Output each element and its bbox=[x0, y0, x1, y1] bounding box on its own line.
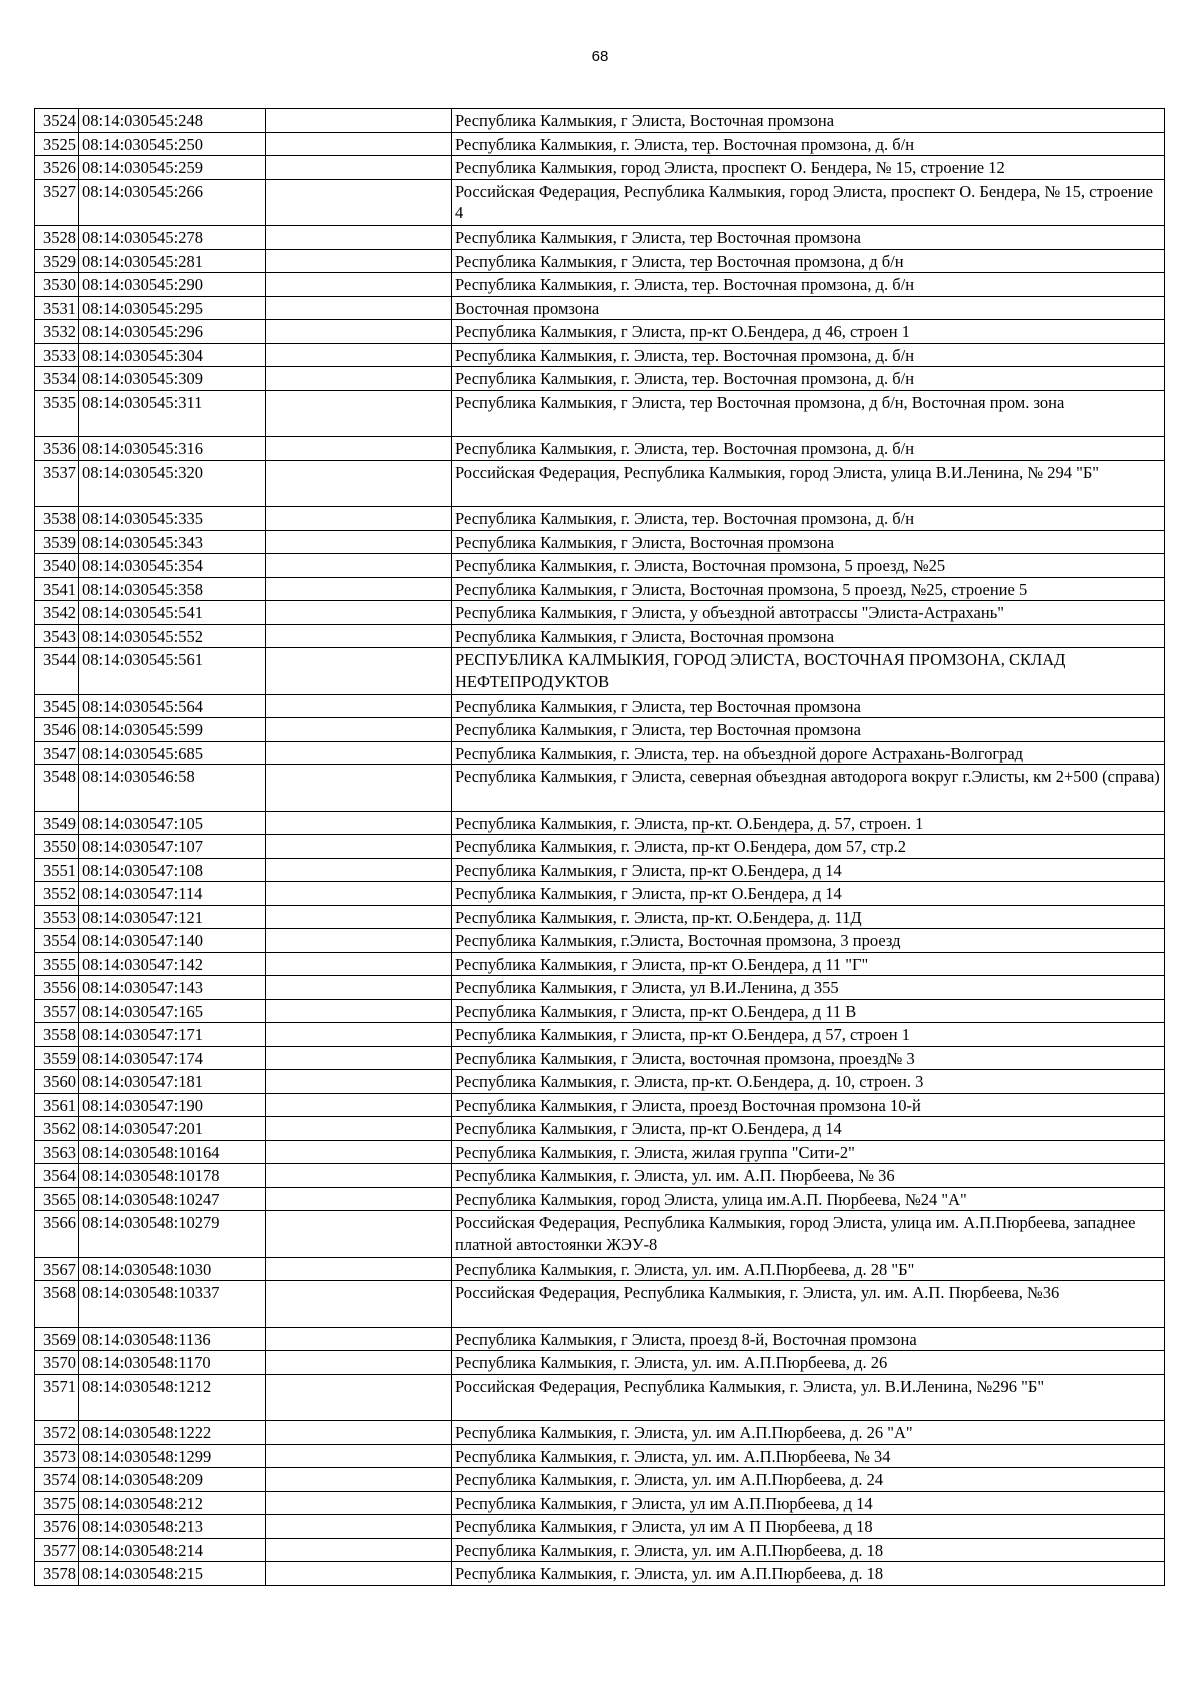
table-row bbox=[35, 1327, 1165, 1351]
table-row bbox=[35, 1070, 1165, 1094]
row-number-cell: 3554 bbox=[35, 929, 79, 953]
row-number-cell: 3567 bbox=[35, 1257, 79, 1281]
row-number-cell: 3555 bbox=[35, 952, 79, 976]
row-number-cell: 3526 bbox=[35, 156, 79, 180]
empty-cell bbox=[266, 1046, 452, 1070]
row-number-cell: 3569 bbox=[35, 1327, 79, 1351]
cadastral-number-cell: 08:14:030545:354 bbox=[79, 554, 266, 578]
address-cell: Республика Калмыкия, г. Элиста, пр-кт О.Бендера, дом 57, стр.2 bbox=[452, 835, 1165, 859]
empty-cell bbox=[266, 1444, 452, 1468]
address-cell: Республика Калмыкия, город Элиста, улица им.А.П. Пюрбеева, №24 "А" bbox=[452, 1187, 1165, 1211]
cadastral-number-cell: 08:14:030545:266 bbox=[79, 179, 266, 226]
address-cell: Республика Калмыкия, г Элиста, проезд 8-й, Восточная промзона bbox=[452, 1327, 1165, 1351]
empty-cell bbox=[266, 858, 452, 882]
table-row bbox=[35, 1374, 1165, 1421]
row-number-cell: 3570 bbox=[35, 1351, 79, 1375]
empty-cell bbox=[266, 1327, 452, 1351]
cadastral-number-cell: 08:14:030547:143 bbox=[79, 976, 266, 1000]
empty-cell bbox=[266, 694, 452, 718]
address-cell: Республика Калмыкия, г. Элиста, пр-кт. О.Бендера, д. 57, строен. 1 bbox=[452, 811, 1165, 835]
row-number-cell: 3545 bbox=[35, 694, 79, 718]
empty-cell bbox=[266, 811, 452, 835]
address-cell: Республика Калмыкия, г. Элиста, ул. им А.П.Пюрбеева, д. 18 bbox=[452, 1538, 1165, 1562]
table-row bbox=[35, 296, 1165, 320]
address-cell: Республика Калмыкия, г. Элиста, пр-кт. О.Бендера, д. 11Д bbox=[452, 905, 1165, 929]
address-cell: Республика Калмыкия, г Элиста, пр-кт О.Бендера, д 14 bbox=[452, 858, 1165, 882]
row-number-cell: 3564 bbox=[35, 1164, 79, 1188]
cadastral-number-cell: 08:14:030548:1136 bbox=[79, 1327, 266, 1351]
table-row bbox=[35, 577, 1165, 601]
cadastral-number-cell: 08:14:030545:309 bbox=[79, 367, 266, 391]
row-number-cell: 3536 bbox=[35, 437, 79, 461]
table-row bbox=[35, 999, 1165, 1023]
address-cell: Республика Калмыкия, г. Элиста, ул. им. А.П.Пюрбеева, д. 26 bbox=[452, 1351, 1165, 1375]
registry-table bbox=[34, 108, 1165, 1586]
address-cell: Республика Калмыкия, г. Элиста, ул. им А.П.Пюрбеева, д. 26 "А" bbox=[452, 1421, 1165, 1445]
empty-cell bbox=[266, 179, 452, 226]
row-number-cell: 3575 bbox=[35, 1491, 79, 1515]
empty-cell bbox=[266, 1211, 452, 1258]
row-number-cell: 3549 bbox=[35, 811, 79, 835]
cadastral-number-cell: 08:14:030547:165 bbox=[79, 999, 266, 1023]
empty-cell bbox=[266, 296, 452, 320]
cadastral-number-cell: 08:14:030548:10178 bbox=[79, 1164, 266, 1188]
table-row bbox=[35, 1351, 1165, 1375]
empty-cell bbox=[266, 648, 452, 695]
table-row bbox=[35, 976, 1165, 1000]
cadastral-number-cell: 08:14:030547:105 bbox=[79, 811, 266, 835]
address-cell: Республика Калмыкия, г. Элиста, тер. Восточная промзона, д. б/н bbox=[452, 507, 1165, 531]
empty-cell bbox=[266, 1281, 452, 1328]
row-number-cell: 3552 bbox=[35, 882, 79, 906]
cadastral-number-cell: 08:14:030545:248 bbox=[79, 109, 266, 133]
empty-cell bbox=[266, 952, 452, 976]
empty-cell bbox=[266, 999, 452, 1023]
empty-cell bbox=[266, 929, 452, 953]
cadastral-number-cell: 08:14:030545:564 bbox=[79, 694, 266, 718]
address-cell: Республика Калмыкия, г Элиста, пр-кт О.Бендера, д 11 В bbox=[452, 999, 1165, 1023]
cadastral-number-cell: 08:14:030548:1299 bbox=[79, 1444, 266, 1468]
row-number-cell: 3537 bbox=[35, 460, 79, 507]
empty-cell bbox=[266, 905, 452, 929]
cadastral-number-cell: 08:14:030547:108 bbox=[79, 858, 266, 882]
table-row bbox=[35, 601, 1165, 625]
table-row bbox=[35, 179, 1165, 226]
address-cell: Республика Калмыкия, город Элиста, проспект О. Бендера, № 15, строение 12 bbox=[452, 156, 1165, 180]
cadastral-number-cell: 08:14:030547:114 bbox=[79, 882, 266, 906]
address-cell: Республика Калмыкия, г Элиста, ул им А П Пюрбеева, д 18 bbox=[452, 1515, 1165, 1539]
cadastral-number-cell: 08:14:030545:343 bbox=[79, 530, 266, 554]
address-cell: Республика Калмыкия, г Элиста, ул В.И.Ленина, д 355 bbox=[452, 976, 1165, 1000]
row-number-cell: 3525 bbox=[35, 132, 79, 156]
cadastral-number-cell: 08:14:030548:10337 bbox=[79, 1281, 266, 1328]
address-cell: РЕСПУБЛИКА КАЛМЫКИЯ, ГОРОД ЭЛИСТА, ВОСТОЧНАЯ ПРОМЗОНА, СКЛАД НЕФТЕПРОДУКТОВ bbox=[452, 648, 1165, 695]
empty-cell bbox=[266, 1374, 452, 1421]
address-cell: Республика Калмыкия, г. Элиста, пр-кт. О.Бендера, д. 10, строен. 3 bbox=[452, 1070, 1165, 1094]
empty-cell bbox=[266, 530, 452, 554]
address-cell: Российская Федерация, Республика Калмыкия, город Элиста, улица В.И.Ленина, № 294 "Б" bbox=[452, 460, 1165, 507]
address-cell: Республика Калмыкия, г. Элиста, тер. на объездной дороге Астрахань-Волгоград bbox=[452, 741, 1165, 765]
table-row bbox=[35, 858, 1165, 882]
empty-cell bbox=[266, 320, 452, 344]
table-row bbox=[35, 952, 1165, 976]
table-row bbox=[35, 530, 1165, 554]
row-number-cell: 3559 bbox=[35, 1046, 79, 1070]
row-number-cell: 3557 bbox=[35, 999, 79, 1023]
row-number-cell: 3573 bbox=[35, 1444, 79, 1468]
address-cell: Республика Калмыкия, г. Элиста, тер. Восточная промзона, д. б/н bbox=[452, 343, 1165, 367]
row-number-cell: 3572 bbox=[35, 1421, 79, 1445]
page-number: 68 bbox=[591, 48, 609, 65]
address-cell: Республика Калмыкия, г.Элиста, Восточная промзона, 3 проезд bbox=[452, 929, 1165, 953]
row-number-cell: 3529 bbox=[35, 249, 79, 273]
address-cell: Восточная промзона bbox=[452, 296, 1165, 320]
row-number-cell: 3544 bbox=[35, 648, 79, 695]
table-row bbox=[35, 1093, 1165, 1117]
cadastral-number-cell: 08:14:030545:541 bbox=[79, 601, 266, 625]
table-row bbox=[35, 554, 1165, 578]
table-row bbox=[35, 226, 1165, 250]
row-number-cell: 3548 bbox=[35, 765, 79, 812]
table-row bbox=[35, 1491, 1165, 1515]
cadastral-number-cell: 08:14:030545:304 bbox=[79, 343, 266, 367]
address-cell: Республика Калмыкия, г Элиста, у объездной автотрассы "Элиста-Астрахань" bbox=[452, 601, 1165, 625]
cadastral-number-cell: 08:14:030545:296 bbox=[79, 320, 266, 344]
address-cell: Республика Калмыкия, г Элиста, проезд Восточная промзона 10-й bbox=[452, 1093, 1165, 1117]
table-row bbox=[35, 929, 1165, 953]
table-row bbox=[35, 320, 1165, 344]
row-number-cell: 3534 bbox=[35, 367, 79, 391]
row-number-cell: 3566 bbox=[35, 1211, 79, 1258]
row-number-cell: 3578 bbox=[35, 1562, 79, 1586]
row-number-cell: 3535 bbox=[35, 390, 79, 437]
table-row bbox=[35, 1562, 1165, 1586]
empty-cell bbox=[266, 460, 452, 507]
address-cell: Республика Калмыкия, г Элиста, тер Восточная промзона bbox=[452, 694, 1165, 718]
address-cell: Республика Калмыкия, г Элиста, тер Восточная промзона, д б/н, Восточная пром. зона bbox=[452, 390, 1165, 437]
empty-cell bbox=[266, 132, 452, 156]
cadastral-number-cell: 08:14:030548:10164 bbox=[79, 1140, 266, 1164]
table-row bbox=[35, 1164, 1165, 1188]
address-cell: Республика Калмыкия, г Элиста, пр-кт О.Бендера, д 14 bbox=[452, 882, 1165, 906]
empty-cell bbox=[266, 1468, 452, 1492]
row-number-cell: 3574 bbox=[35, 1468, 79, 1492]
row-number-cell: 3528 bbox=[35, 226, 79, 250]
empty-cell bbox=[266, 577, 452, 601]
address-cell: Российская Федерация, Республика Калмыкия, город Элиста, проспект О. Бендера, № 15, строение 4 bbox=[452, 179, 1165, 226]
address-cell: Российская Федерация, Республика Калмыкия, г. Элиста, ул. В.И.Ленина, №296 "Б" bbox=[452, 1374, 1165, 1421]
empty-cell bbox=[266, 1515, 452, 1539]
cadastral-number-cell: 08:14:030545:290 bbox=[79, 273, 266, 297]
cadastral-number-cell: 08:14:030547:181 bbox=[79, 1070, 266, 1094]
table-row bbox=[35, 437, 1165, 461]
row-number-cell: 3531 bbox=[35, 296, 79, 320]
address-cell: Республика Калмыкия, г Элиста, пр-кт О.Бендера, д 11 "Г" bbox=[452, 952, 1165, 976]
empty-cell bbox=[266, 1562, 452, 1586]
address-cell: Республика Калмыкия, г. Элиста, тер. Восточная промзона, д. б/н bbox=[452, 437, 1165, 461]
table-row bbox=[35, 694, 1165, 718]
table-row bbox=[35, 1468, 1165, 1492]
row-number-cell: 3527 bbox=[35, 179, 79, 226]
cadastral-number-cell: 08:14:030548:209 bbox=[79, 1468, 266, 1492]
cadastral-number-cell: 08:14:030548:1212 bbox=[79, 1374, 266, 1421]
address-cell: Республика Калмыкия, г. Элиста, тер. Восточная промзона, д. б/н bbox=[452, 132, 1165, 156]
cadastral-number-cell: 08:14:030545:358 bbox=[79, 577, 266, 601]
cadastral-number-cell: 08:14:030545:685 bbox=[79, 741, 266, 765]
table-row bbox=[35, 811, 1165, 835]
table-row bbox=[35, 741, 1165, 765]
table-row bbox=[35, 765, 1165, 812]
table-row bbox=[35, 718, 1165, 742]
table-row bbox=[35, 1281, 1165, 1328]
table-row bbox=[35, 1187, 1165, 1211]
row-number-cell: 3577 bbox=[35, 1538, 79, 1562]
cadastral-number-cell: 08:14:030547:190 bbox=[79, 1093, 266, 1117]
empty-cell bbox=[266, 1538, 452, 1562]
table-row bbox=[35, 249, 1165, 273]
cadastral-number-cell: 08:14:030545:281 bbox=[79, 249, 266, 273]
row-number-cell: 3562 bbox=[35, 1117, 79, 1141]
cadastral-number-cell: 08:14:030548:1222 bbox=[79, 1421, 266, 1445]
cadastral-number-cell: 08:14:030548:1030 bbox=[79, 1257, 266, 1281]
address-cell: Республика Калмыкия, г. Элиста, Восточная промзона, 5 проезд, №25 bbox=[452, 554, 1165, 578]
cadastral-number-cell: 08:14:030545:599 bbox=[79, 718, 266, 742]
cadastral-number-cell: 08:14:030545:250 bbox=[79, 132, 266, 156]
address-cell: Республика Калмыкия, г Элиста, Восточная промзона bbox=[452, 624, 1165, 648]
table-row bbox=[35, 390, 1165, 437]
empty-cell bbox=[266, 1187, 452, 1211]
address-cell: Республика Калмыкия, г Элиста, Восточная промзона, 5 проезд, №25, строение 5 bbox=[452, 577, 1165, 601]
cadastral-number-cell: 08:14:030548:215 bbox=[79, 1562, 266, 1586]
address-cell: Республика Калмыкия, г. Элиста, ул. им А.П.Пюрбеева, д. 24 bbox=[452, 1468, 1165, 1492]
cadastral-number-cell: 08:14:030545:561 bbox=[79, 648, 266, 695]
table-row bbox=[35, 1257, 1165, 1281]
table-row bbox=[35, 343, 1165, 367]
address-cell: Российская Федерация, Республика Калмыкия, город Элиста, улица им. А.П.Пюрбеева, западнее платной автостоянки ЖЭУ-8 bbox=[452, 1211, 1165, 1258]
address-cell: Республика Калмыкия, г Элиста, пр-кт О.Бендера, д 57, строен 1 bbox=[452, 1023, 1165, 1047]
cadastral-number-cell: 08:14:030547:142 bbox=[79, 952, 266, 976]
row-number-cell: 3532 bbox=[35, 320, 79, 344]
row-number-cell: 3543 bbox=[35, 624, 79, 648]
cadastral-number-cell: 08:14:030548:1170 bbox=[79, 1351, 266, 1375]
empty-cell bbox=[266, 765, 452, 812]
empty-cell bbox=[266, 109, 452, 133]
empty-cell bbox=[266, 273, 452, 297]
row-number-cell: 3576 bbox=[35, 1515, 79, 1539]
address-cell: Республика Калмыкия, г. Элиста, тер. Восточная промзона, д. б/н bbox=[452, 273, 1165, 297]
row-number-cell: 3571 bbox=[35, 1374, 79, 1421]
table-row bbox=[35, 273, 1165, 297]
table-row bbox=[35, 507, 1165, 531]
table-row bbox=[35, 367, 1165, 391]
row-number-cell: 3565 bbox=[35, 1187, 79, 1211]
empty-cell bbox=[266, 343, 452, 367]
cadastral-number-cell: 08:14:030545:335 bbox=[79, 507, 266, 531]
address-cell: Республика Калмыкия, г Элиста, пр-кт О.Бендера, д 14 bbox=[452, 1117, 1165, 1141]
address-cell: Республика Калмыкия, г. Элиста, тер. Восточная промзона, д. б/н bbox=[452, 367, 1165, 391]
table-row bbox=[35, 1140, 1165, 1164]
empty-cell bbox=[266, 1023, 452, 1047]
empty-cell bbox=[266, 741, 452, 765]
empty-cell bbox=[266, 882, 452, 906]
table-row bbox=[35, 624, 1165, 648]
row-number-cell: 3558 bbox=[35, 1023, 79, 1047]
cadastral-number-cell: 08:14:030547:140 bbox=[79, 929, 266, 953]
row-number-cell: 3556 bbox=[35, 976, 79, 1000]
empty-cell bbox=[266, 1140, 452, 1164]
row-number-cell: 3563 bbox=[35, 1140, 79, 1164]
cadastral-number-cell: 08:14:030547:174 bbox=[79, 1046, 266, 1070]
table-row bbox=[35, 132, 1165, 156]
address-cell: Республика Калмыкия, г. Элиста, ул. им А.П.Пюрбеева, д. 18 bbox=[452, 1562, 1165, 1586]
table-row bbox=[35, 109, 1165, 133]
cadastral-number-cell: 08:14:030545:552 bbox=[79, 624, 266, 648]
cadastral-number-cell: 08:14:030547:121 bbox=[79, 905, 266, 929]
cadastral-number-cell: 08:14:030548:10279 bbox=[79, 1211, 266, 1258]
empty-cell bbox=[266, 601, 452, 625]
table-row bbox=[35, 1117, 1165, 1141]
table-row bbox=[35, 905, 1165, 929]
empty-cell bbox=[266, 367, 452, 391]
empty-cell bbox=[266, 437, 452, 461]
cadastral-number-cell: 08:14:030545:278 bbox=[79, 226, 266, 250]
address-cell: Республика Калмыкия, г. Элиста, ул. им. А.П.Пюрбеева, д. 28 "Б" bbox=[452, 1257, 1165, 1281]
address-cell: Республика Калмыкия, г Элиста, пр-кт О.Бендера, д 46, строен 1 bbox=[452, 320, 1165, 344]
row-number-cell: 3542 bbox=[35, 601, 79, 625]
table-row bbox=[35, 156, 1165, 180]
row-number-cell: 3561 bbox=[35, 1093, 79, 1117]
empty-cell bbox=[266, 156, 452, 180]
address-cell: Республика Калмыкия, г. Элиста, ул. им. А.П.Пюрбеева, № 34 bbox=[452, 1444, 1165, 1468]
table-row bbox=[35, 1421, 1165, 1445]
address-cell: Республика Калмыкия, г Элиста, тер Восточная промзона, д б/н bbox=[452, 249, 1165, 273]
address-cell: Республика Калмыкия, г. Элиста, жилая группа "Сити-2" bbox=[452, 1140, 1165, 1164]
cadastral-number-cell: 08:14:030547:107 bbox=[79, 835, 266, 859]
empty-cell bbox=[266, 1070, 452, 1094]
empty-cell bbox=[266, 976, 452, 1000]
address-cell: Российская Федерация, Республика Калмыкия, г. Элиста, ул. им. А.П. Пюрбеева, №36 bbox=[452, 1281, 1165, 1328]
table-row bbox=[35, 835, 1165, 859]
cadastral-number-cell: 08:14:030547:171 bbox=[79, 1023, 266, 1047]
table-row bbox=[35, 1211, 1165, 1258]
cadastral-number-cell: 08:14:030548:214 bbox=[79, 1538, 266, 1562]
row-number-cell: 3550 bbox=[35, 835, 79, 859]
table-row bbox=[35, 1444, 1165, 1468]
empty-cell bbox=[266, 226, 452, 250]
empty-cell bbox=[266, 1421, 452, 1445]
table-row bbox=[35, 648, 1165, 695]
empty-cell bbox=[266, 554, 452, 578]
empty-cell bbox=[266, 1257, 452, 1281]
cadastral-number-cell: 08:14:030548:212 bbox=[79, 1491, 266, 1515]
row-number-cell: 3553 bbox=[35, 905, 79, 929]
cadastral-number-cell: 08:14:030546:58 bbox=[79, 765, 266, 812]
address-cell: Республика Калмыкия, г Элиста, Восточная промзона bbox=[452, 530, 1165, 554]
empty-cell bbox=[266, 1491, 452, 1515]
cadastral-number-cell: 08:14:030545:295 bbox=[79, 296, 266, 320]
address-cell: Республика Калмыкия, г Элиста, тер Восточная промзона bbox=[452, 718, 1165, 742]
empty-cell bbox=[266, 718, 452, 742]
address-cell: Республика Калмыкия, г Элиста, тер Восточная промзона bbox=[452, 226, 1165, 250]
address-cell: Республика Калмыкия, г Элиста, ул им А.П.Пюрбеева, д 14 bbox=[452, 1491, 1165, 1515]
address-cell: Республика Калмыкия, г Элиста, северная объездная автодорога вокруг г.Элисты, км 2+500 (справа) bbox=[452, 765, 1165, 812]
empty-cell bbox=[266, 1351, 452, 1375]
empty-cell bbox=[266, 1117, 452, 1141]
address-cell: Республика Калмыкия, г. Элиста, ул. им. А.П. Пюрбеева, № 36 bbox=[452, 1164, 1165, 1188]
row-number-cell: 3568 bbox=[35, 1281, 79, 1328]
cadastral-number-cell: 08:14:030547:201 bbox=[79, 1117, 266, 1141]
row-number-cell: 3539 bbox=[35, 530, 79, 554]
empty-cell bbox=[266, 507, 452, 531]
row-number-cell: 3533 bbox=[35, 343, 79, 367]
registry-table-body bbox=[35, 109, 1165, 1586]
row-number-cell: 3538 bbox=[35, 507, 79, 531]
row-number-cell: 3524 bbox=[35, 109, 79, 133]
empty-cell bbox=[266, 1093, 452, 1117]
cadastral-number-cell: 08:14:030545:311 bbox=[79, 390, 266, 437]
empty-cell bbox=[266, 390, 452, 437]
table-row bbox=[35, 1046, 1165, 1070]
address-cell: Республика Калмыкия, г Элиста, восточная промзона, проезд№ 3 bbox=[452, 1046, 1165, 1070]
empty-cell bbox=[266, 1164, 452, 1188]
cadastral-number-cell: 08:14:030548:10247 bbox=[79, 1187, 266, 1211]
row-number-cell: 3530 bbox=[35, 273, 79, 297]
row-number-cell: 3560 bbox=[35, 1070, 79, 1094]
row-number-cell: 3540 bbox=[35, 554, 79, 578]
table-row bbox=[35, 1515, 1165, 1539]
table-row bbox=[35, 1538, 1165, 1562]
empty-cell bbox=[266, 624, 452, 648]
table-row bbox=[35, 882, 1165, 906]
row-number-cell: 3546 bbox=[35, 718, 79, 742]
cadastral-number-cell: 08:14:030545:320 bbox=[79, 460, 266, 507]
address-cell: Республика Калмыкия, г Элиста, Восточная промзона bbox=[452, 109, 1165, 133]
cadastral-number-cell: 08:14:030545:316 bbox=[79, 437, 266, 461]
empty-cell bbox=[266, 249, 452, 273]
row-number-cell: 3547 bbox=[35, 741, 79, 765]
table-row bbox=[35, 460, 1165, 507]
table-row bbox=[35, 1023, 1165, 1047]
row-number-cell: 3551 bbox=[35, 858, 79, 882]
cadastral-number-cell: 08:14:030548:213 bbox=[79, 1515, 266, 1539]
empty-cell bbox=[266, 835, 452, 859]
row-number-cell: 3541 bbox=[35, 577, 79, 601]
cadastral-number-cell: 08:14:030545:259 bbox=[79, 156, 266, 180]
